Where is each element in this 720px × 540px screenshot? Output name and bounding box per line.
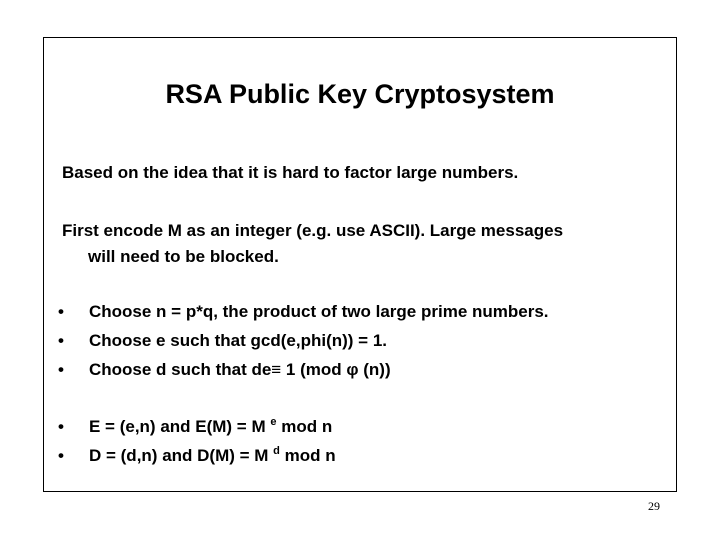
bullet-text: Choose n = p*q, the product of two large prime numbers. (89, 302, 549, 321)
list-item (58, 355, 549, 384)
page-number: 29 (648, 499, 660, 513)
decrypt-suffix: mod n (284, 446, 336, 465)
encrypt-suffix: mod n (281, 417, 333, 436)
bullet-icon: • (58, 331, 64, 350)
bullet-text: Choose e such that gcd(e,phi(n)) = 1. (89, 331, 387, 350)
list-item (58, 297, 549, 326)
encode-line-1: First encode M as an integer (e.g. use ASCII). Large messages (62, 221, 564, 240)
bullet-icon: • (58, 302, 64, 321)
bullet-icon: • (58, 360, 64, 379)
encode-paragraph (62, 218, 563, 270)
key-setup-list (58, 297, 549, 384)
list-item (58, 441, 336, 470)
encode-line-2: will need to be blocked. (88, 247, 279, 266)
decrypt-prefix: D = (d,n) and D(M) = M (89, 446, 269, 465)
list-item (58, 326, 549, 355)
bullet-icon: • (58, 446, 64, 465)
decrypt-exponent: d (273, 445, 280, 457)
encrypt-prefix: E = (e,n) and E(M) = M (89, 417, 266, 436)
intro-text: Based on the idea that it is hard to factor large numbers. (62, 163, 519, 182)
bullet-text: Choose d such that de≡ 1 (mod φ (n)) (89, 360, 391, 379)
slide-title: RSA Public Key Cryptosystem (165, 79, 555, 109)
bullet-icon: • (58, 417, 64, 436)
operations-list (58, 412, 336, 470)
encrypt-exponent: e (270, 416, 277, 428)
list-item (58, 412, 336, 441)
